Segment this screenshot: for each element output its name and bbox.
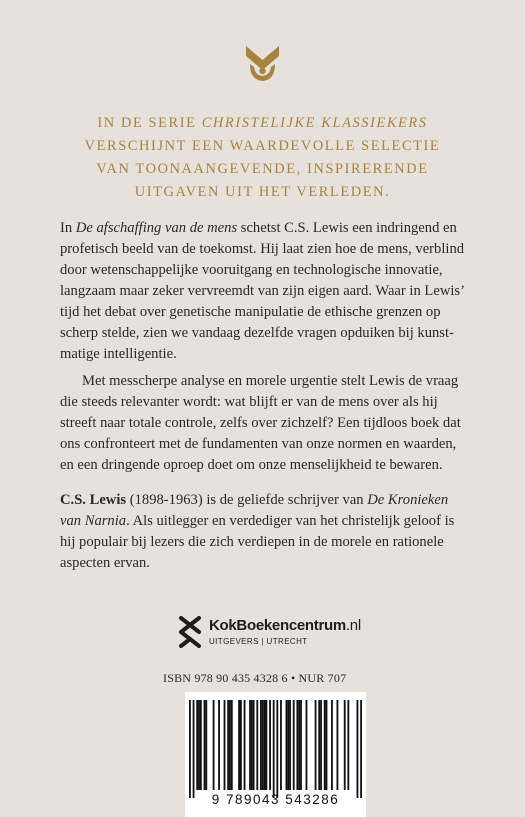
barcode-bar: [213, 700, 215, 790]
series-blurb: [60, 112, 465, 204]
author-bio: C.S. Lewis (1898-1963) is de geliefde schrijver van De Kronieken van Narnia. Als uitlegger en verdediger van het christelijk geloof is hij populair bij lezers die zich verdiepen in de morele en rationele aspecten ervan.: [60, 492, 455, 571]
barcode-bar: [227, 700, 229, 790]
kok-boekencentrum-logo-icon: [177, 614, 203, 650]
barcode-bar: [337, 700, 339, 790]
publisher-tld: .nl: [345, 617, 361, 634]
isbn-nur-line: ISBN 978 90 435 4328 6 • NUR 707: [163, 671, 347, 685]
barcode-bar: [286, 700, 288, 790]
author-book-title: De Kronieken van Narnia: [60, 492, 449, 529]
barcode-bar: [229, 700, 231, 790]
barcode-bar: [256, 700, 258, 790]
barcode-bar: [251, 700, 253, 790]
barcode-bar: [238, 700, 240, 790]
publisher-logo: [177, 614, 367, 654]
barcode-bar: [193, 700, 195, 798]
series-name: CHRISTELIJKE KLASSIEKERS: [201, 115, 428, 131]
publisher-name: KokBoekencentrum: [209, 617, 346, 634]
barcode-bar: [244, 700, 246, 790]
barcode-bar: [189, 700, 191, 798]
barcode-bar: [280, 700, 282, 790]
barcode-bar: [264, 700, 266, 790]
barcode-bar: [200, 700, 202, 790]
barcode-bar: [331, 700, 333, 790]
barcode-bar: [287, 700, 289, 790]
barcode-bar: [357, 700, 359, 798]
barcode-bar: [296, 700, 298, 790]
barcode-bar: [249, 700, 251, 790]
barcode-bar: [324, 700, 326, 790]
barcode: [185, 692, 366, 817]
barcode-bar: [318, 700, 320, 790]
barcode-bar: [196, 700, 198, 790]
description-paragraph-2: Met messcherpe analyse en morele urgentie stelt Lewis de vraag die steeds relevanter wordt: wat blijft er van de mens over als hij streeft naar totale controle, zelfs over zichzelf? Een tijdloos boek dat ons confronteert met de fundamenten van onze normen en waarden, en een dringende oproep doet om onze menselijkheid te bewaren.: [60, 373, 461, 473]
barcode-number: 9 789043 543286: [211, 792, 340, 807]
barcode-bar: [204, 700, 206, 790]
series-line-4: UITGAVEN UIT HET VERLEDEN.: [134, 184, 391, 200]
barcode-bar: [269, 700, 271, 790]
barcode-bar: [240, 700, 242, 790]
barcode-bar: [262, 700, 264, 790]
barcode-bar: [198, 700, 200, 790]
barcode-bar: [218, 700, 220, 790]
barcode-bar: [326, 700, 328, 790]
description-paragraph-1: In De afschaffing van de mens schetst C.S. Lewis een indringend en profetisch beeld van de toekomst. Hij laat zien hoe de mens, verblind door wetenschappelijke vooruitgang en technologische innovatie, langzaam maar zeker vervreemdt van zijn eigen aard. Waar in Lewis’ tijd het debat over genetische manipulatie de ethische grenzen op scherp stelde, zien we vandaag dezelfde vragen opduiken bij kunst-matige intelligentie.: [60, 220, 465, 362]
barcode-bar: [360, 700, 362, 798]
barcode-bar: [306, 700, 308, 790]
barcode-bar: [273, 700, 275, 798]
barcode-bar: [205, 700, 207, 790]
barcode-bar: [293, 700, 295, 790]
barcode-bar: [347, 700, 349, 790]
barcode-bar: [276, 700, 278, 798]
book-title: De afschaffing van de mens: [75, 220, 238, 236]
author-name: C.S. Lewis: [60, 492, 127, 508]
series-line-2: VERSCHIJNT EEN WAARDEVOLLE SELECTIE: [84, 138, 441, 154]
barcode-bar: [224, 700, 226, 790]
barcode-bar: [265, 700, 267, 790]
barcode-bar: [231, 700, 233, 790]
barcode-bar: [260, 700, 262, 790]
barcode-bar: [300, 700, 302, 790]
barcode-bar: [253, 700, 255, 790]
publisher-subtitle: UITGEVERS | UTRECHT: [209, 637, 308, 646]
series-line-3: VAN TOONAANGEVENDE, INSPIRERENDE: [96, 161, 429, 177]
series-logo-icon: [244, 44, 281, 84]
series-line-1: IN DE SERIE CHRISTELIJKE KLASSIEKERS: [97, 115, 428, 131]
back-cover-text: [60, 218, 465, 574]
barcode-bar: [344, 700, 346, 790]
barcode-bar: [315, 700, 317, 790]
barcode-bars: [189, 700, 362, 798]
barcode-bar: [289, 700, 291, 790]
barcode-bar: [298, 700, 300, 790]
barcode-bar: [320, 700, 322, 790]
